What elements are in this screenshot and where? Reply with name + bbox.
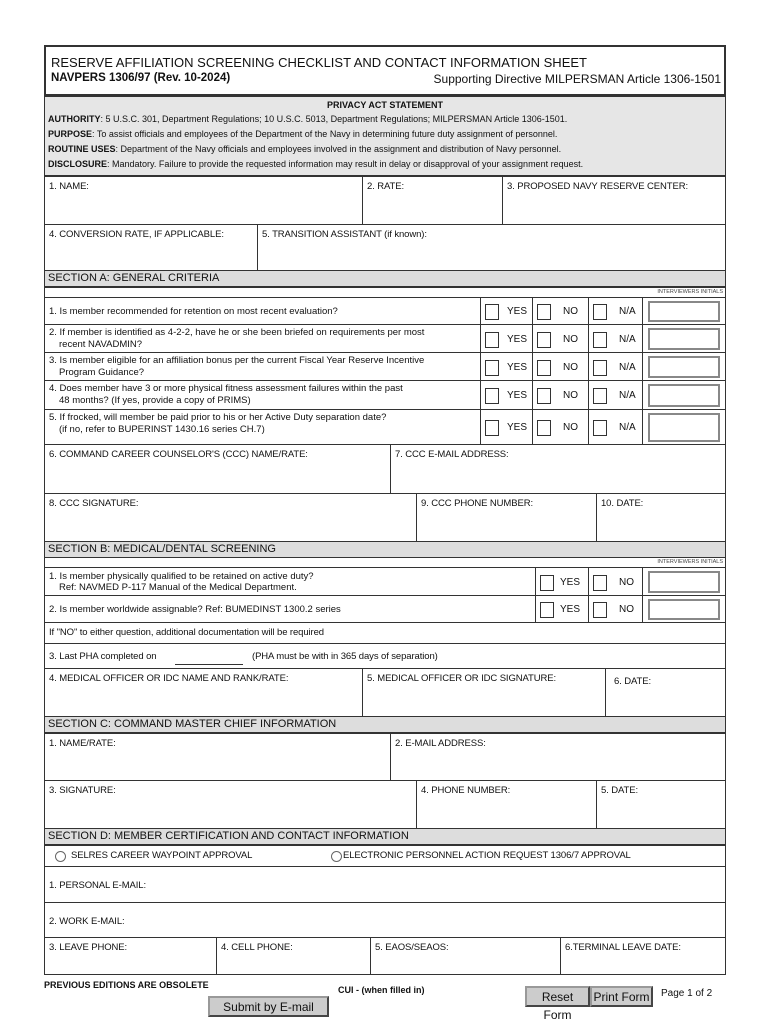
terminal-leave-label: 6.TERMINAL LEAVE DATE: [565, 942, 681, 953]
proposed-center-field[interactable] [502, 176, 726, 225]
routine-uses [48, 144, 561, 154]
purpose-text: : To assist officials and employees of the Department of the Navy in determining future duty assignment of personnel. [92, 129, 558, 139]
criteria-2-initials-cell [642, 324, 726, 353]
no-checkbox[interactable] [593, 575, 607, 591]
criteria-question-4 [44, 380, 481, 410]
privacy-title: PRIVACY ACT STATEMENT [326, 100, 443, 110]
criteria-question-2 [44, 324, 481, 353]
no-label: NO [563, 390, 578, 401]
personal-email-field[interactable] [44, 866, 726, 903]
question-text: 4. Does member have 3 or more physical fitness assessment failures within the past [49, 383, 403, 394]
criteria-1-yes-option [480, 297, 533, 325]
pha-date-input[interactable] [175, 648, 243, 665]
medical-1-no-option [588, 567, 643, 596]
ccc-phone-field[interactable] [416, 493, 597, 542]
reset-form-button[interactable]: Reset Form [525, 986, 590, 1007]
question-text: 2. Is member worldwide assignable? Ref: BUMEDINST 1300.2 series [49, 604, 341, 615]
terminal-leave-date-field[interactable] [560, 937, 726, 975]
no-checkbox[interactable] [537, 420, 551, 436]
criteria-5-na-option [588, 409, 643, 445]
medical-date-label: 6. DATE: [614, 676, 652, 687]
no-label: NO [619, 604, 634, 615]
ccc-phone-label: 9. CCC PHONE NUMBER: [421, 498, 534, 509]
criteria-5-no-option [532, 409, 589, 445]
medical-1-yes-option [535, 567, 589, 596]
criteria-3-no-option [532, 352, 589, 381]
work-email-label: 2. WORK E-MAIL: [49, 916, 125, 927]
authority [48, 114, 567, 124]
submit-by-email-button[interactable]: Submit by E-mail [208, 996, 329, 1017]
yes-checkbox[interactable] [485, 388, 499, 404]
criteria-2-na-option [588, 324, 643, 353]
question-subtext: 48 months? (If yes, provide a copy of PRIMS) [59, 395, 251, 406]
note-text: If "NO" to either question, additional documentation will be required [49, 627, 324, 638]
criteria-2-no-option [532, 324, 589, 353]
na-checkbox[interactable] [593, 360, 607, 376]
criteria-4-yes-option [480, 380, 533, 410]
criteria-4-initials-cell [642, 380, 726, 410]
criteria-1-no-option [532, 297, 589, 325]
ccc-name-label: 6. COMMAND CAREER COUNSELOR'S (CCC) NAME/RATE: [49, 449, 308, 460]
cmc-signature-field[interactable] [44, 780, 417, 829]
ccc-date-field[interactable] [596, 493, 726, 542]
no-checkbox[interactable] [537, 304, 551, 320]
leave-phone-label: 3. LEAVE PHONE: [49, 942, 128, 953]
name-field[interactable] [44, 176, 363, 225]
question-text: 1. Is member physically qualified to be retained on active duty? [49, 571, 314, 582]
form-number: NAVPERS 1306/97 (Rev. 10-2024) [51, 72, 231, 84]
question-text: 2. If member is identified as 4-2-2, have he or she been briefed on requirements per most [49, 327, 425, 338]
ccc-date-label: 10. DATE: [601, 498, 644, 509]
no-label: NO [563, 422, 578, 433]
authority-label: AUTHORITY [48, 114, 101, 124]
cmc-signature-label: 3. SIGNATURE: [49, 785, 116, 796]
ccc-signature-field[interactable] [44, 493, 417, 542]
question-text: 1. Is member recommended for retention on most recent evaluation? [49, 306, 338, 317]
officer-name-label: 4. MEDICAL OFFICER OR IDC NAME AND RANK/RATE: [49, 673, 289, 684]
yes-checkbox[interactable] [540, 602, 554, 618]
medical-officer-name-field[interactable] [44, 668, 363, 717]
criteria-1-initials-cell [642, 297, 726, 325]
cmc-email-label: 2. E-MAIL ADDRESS: [395, 738, 486, 749]
no-label: NO [563, 333, 578, 345]
criteria-5-initials-cell [642, 409, 726, 445]
cui-notice: CUI - (when filled in) [338, 985, 425, 995]
eaos-field[interactable] [370, 937, 561, 975]
medical-1-initials-cell [642, 567, 726, 596]
yes-checkbox[interactable] [485, 360, 499, 376]
cmc-date-label: 5. DATE: [601, 785, 639, 796]
medical-question-1 [44, 567, 536, 596]
na-label: N/A [619, 361, 636, 373]
initials-label: INTERVIEWERS INITIALS [657, 289, 723, 295]
criteria-question-1 [44, 297, 481, 325]
interviewer-initials-input[interactable] [648, 301, 720, 322]
criteria-3-yes-option [480, 352, 533, 381]
ccc-email-field[interactable] [390, 444, 726, 494]
question-subtext: (if no, refer to BUPERINST 1430.16 series CH.7) [59, 424, 265, 435]
approval-radio-row [44, 845, 726, 867]
criteria-4-no-option [532, 380, 589, 410]
cell-phone-field[interactable] [216, 937, 371, 975]
no-label: NO [563, 361, 578, 373]
no-label: NO [563, 306, 578, 317]
na-label: N/A [619, 422, 636, 433]
disclosure [48, 159, 583, 169]
question-text: 3. Is member eligible for an affiliation bonus per the current Fiscal Year Reserve Incentive [49, 355, 425, 366]
yes-label: YES [507, 333, 528, 345]
eaos-label: 5. EAOS/SEAOS: [375, 942, 449, 953]
na-checkbox[interactable] [593, 304, 607, 320]
officer-signature-label: 5. MEDICAL OFFICER OR IDC SIGNATURE: [367, 673, 557, 684]
medical-officer-signature-field[interactable] [362, 668, 606, 717]
criteria-1-na-option [588, 297, 643, 325]
criteria-3-initials-cell [642, 352, 726, 381]
ccc-signature-label: 8. CCC SIGNATURE: [49, 498, 139, 509]
section-a-header: SECTION A: GENERAL CRITERIA [44, 270, 726, 287]
routine-label: ROUTINE USES [48, 144, 116, 154]
cmc-phone-field[interactable] [416, 780, 597, 829]
documentation-note [44, 622, 726, 644]
disclosure-text: : Mandatory. Failure to provide the requested information may result in delay or disapproval of your assignment request. [107, 159, 584, 169]
section-c-header: SECTION C: COMMAND MASTER CHIEF INFORMATION [44, 716, 726, 733]
section-b-header: SECTION B: MEDICAL/DENTAL SCREENING [44, 541, 726, 558]
name-label: 1. NAME: [49, 181, 89, 192]
na-label: N/A [619, 306, 636, 317]
question-ref: Ref: NAVMED P-117 Manual of the Medical Department. [59, 582, 297, 593]
medical-2-no-option [588, 595, 643, 623]
medical-2-yes-option [535, 595, 589, 623]
conversion-rate-field[interactable] [44, 224, 258, 271]
purpose-label: PURPOSE [48, 129, 93, 139]
criteria-4-na-option [588, 380, 643, 410]
na-label: N/A [619, 390, 636, 401]
ccc-email-label: 7. CCC E-MAIL ADDRESS: [395, 449, 509, 460]
question-subtext: Program Guidance? [59, 367, 145, 378]
yes-label: YES [507, 361, 528, 373]
medical-question-2 [44, 595, 536, 623]
no-checkbox[interactable] [593, 602, 607, 618]
pha-label: 3. Last PHA completed on [49, 651, 157, 662]
center-label: 3. PROPOSED NAVY RESERVE CENTER: [507, 181, 689, 192]
yes-label: YES [507, 306, 528, 317]
work-email-field[interactable] [44, 902, 726, 938]
authority-text: : 5 U.S.C. 301, Department Regulations; 10 U.S.C. 5013, Department Regulations; MILPERSMAN Article 1306-1501. [100, 114, 568, 124]
leave-phone-field[interactable] [44, 937, 217, 975]
yes-label: YES [507, 390, 528, 401]
disclosure-label: DISCLOSURE [48, 159, 108, 169]
na-checkbox[interactable] [593, 332, 607, 348]
interviewer-initials-input[interactable] [648, 599, 720, 620]
rate-field[interactable] [362, 176, 503, 225]
form-title: RESERVE AFFILIATION SCREENING CHECKLIST AND CONTACT INFORMATION SHEET [51, 55, 587, 70]
cmc-name-label: 1. NAME/RATE: [49, 738, 116, 749]
pha-row [44, 643, 726, 669]
privacy-act-statement [44, 96, 726, 176]
initials-label: INTERVIEWERS INITIALS [657, 559, 723, 565]
na-checkbox[interactable] [593, 388, 607, 404]
criteria-3-na-option [588, 352, 643, 381]
interviewer-initials-input[interactable] [648, 356, 720, 378]
radio-epar-label: ELECTRONIC PERSONNEL ACTION REQUEST 1306/7 APPROVAL [343, 850, 631, 861]
pha-note: (PHA must be with in 365 days of separation) [252, 651, 438, 662]
criteria-5-yes-option [480, 409, 533, 445]
transition-assistant-field[interactable] [257, 224, 726, 271]
form-header [44, 45, 726, 96]
interviewer-initials-input[interactable] [648, 384, 720, 407]
yes-label: YES [560, 604, 581, 615]
yes-checkbox[interactable] [540, 575, 554, 591]
question-text: 5. If frocked, will member be paid prior to his or her Active Duty separation date? [49, 412, 387, 423]
yes-label: YES [560, 576, 581, 588]
interviewer-initials-input[interactable] [648, 328, 720, 350]
cell-phone-label: 4. CELL PHONE: [221, 942, 293, 953]
na-checkbox[interactable] [593, 420, 607, 436]
cmc-phone-label: 4. PHONE NUMBER: [421, 785, 511, 796]
no-label: NO [619, 576, 634, 588]
radio-epar-approval[interactable] [331, 851, 342, 862]
radio-selres-waypoint[interactable] [55, 851, 66, 862]
yes-checkbox[interactable] [485, 304, 499, 320]
criteria-question-3 [44, 352, 481, 381]
na-label: N/A [619, 333, 636, 345]
obsolete-notice: PREVIOUS EDITIONS ARE OBSOLETE [44, 980, 209, 990]
section-d-header: SECTION D: MEMBER CERTIFICATION AND CONTACT INFORMATION [44, 828, 726, 845]
purpose [48, 129, 557, 139]
page-number: Page 1 of 2 [661, 988, 713, 999]
no-checkbox[interactable] [537, 332, 551, 348]
cmc-date-field[interactable] [596, 780, 726, 829]
yes-label: YES [507, 422, 528, 433]
criteria-2-yes-option [480, 324, 533, 353]
question-subtext: recent NAVADMIN? [59, 339, 143, 350]
medical-date-field[interactable] [605, 668, 726, 717]
routine-text: : Department of the Navy officials and employees involved in the assignment and distribution of Navy personnel. [115, 144, 562, 154]
personal-email-label: 1. PERSONAL E-MAIL: [49, 880, 147, 891]
no-checkbox[interactable] [537, 388, 551, 404]
medical-2-initials-cell [642, 595, 726, 623]
interviewer-initials-input[interactable] [648, 571, 720, 593]
cmc-email-field[interactable] [390, 733, 726, 781]
rate-label: 2. RATE: [367, 181, 405, 192]
ccc-name-field[interactable] [44, 444, 391, 494]
interviewer-initials-input[interactable] [648, 413, 720, 442]
yes-checkbox[interactable] [485, 420, 499, 436]
cmc-name-field[interactable] [44, 733, 391, 781]
no-checkbox[interactable] [537, 360, 551, 376]
criteria-question-5 [44, 409, 481, 445]
supporting-directive: Supporting Directive MILPERSMAN Article 1306-1501 [433, 72, 721, 86]
conversion-label: 4. CONVERSION RATE, IF APPLICABLE: [49, 229, 224, 240]
transition-label: 5. TRANSITION ASSISTANT (if known): [262, 229, 427, 240]
print-form-button[interactable]: Print Form [590, 986, 653, 1007]
radio-selres-label: SELRES CAREER WAYPOINT APPROVAL [71, 850, 253, 861]
yes-checkbox[interactable] [485, 332, 499, 348]
